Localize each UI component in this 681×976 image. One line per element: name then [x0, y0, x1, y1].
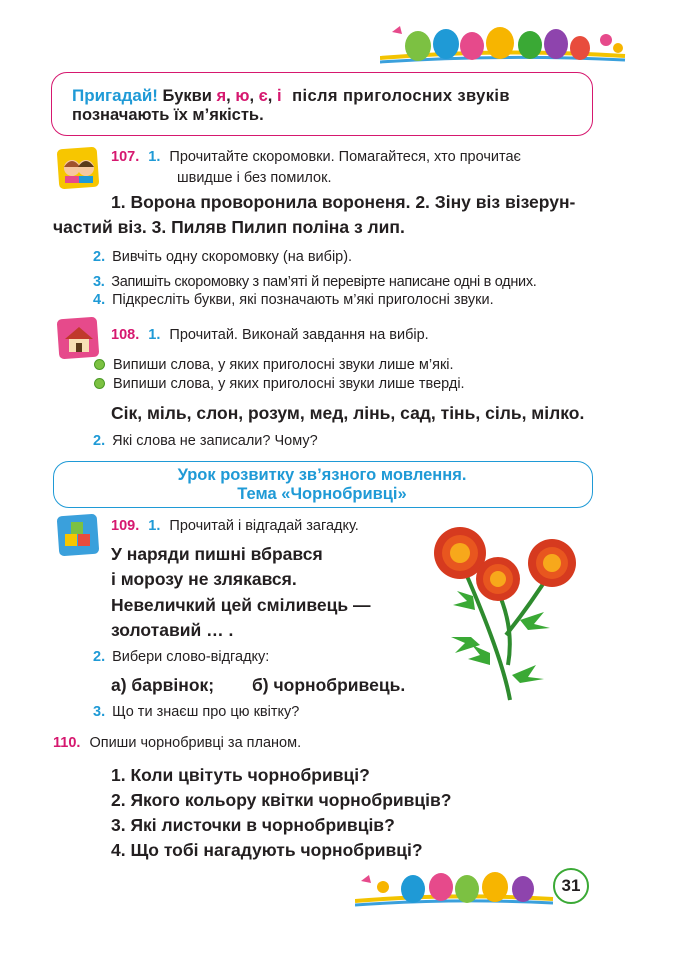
plan-item-1: 1. Коли цвітуть чорнобривці?: [111, 765, 370, 785]
plan-item-3: 3. Які листочки в чорнобривців?: [111, 815, 395, 835]
tongue-twister-line-2: частий віз. 3. Пиляв Пилип поліна з лип.: [53, 217, 405, 237]
remember-line-2: позначають їх м’якість.: [72, 106, 264, 124]
green-bullet-icon: [94, 378, 105, 389]
exercise-109-line: 109. 1. Прочитай і відгадай загадку.: [111, 518, 359, 534]
riddle-line-4: золотавий … .: [111, 620, 234, 640]
exercise-107-step-4: 4. Підкресліть букви, які позначають м’які приголосні звуки.: [93, 292, 494, 308]
exercise-107-line-2: швидше і без помилок.: [177, 170, 332, 186]
lesson-title-line-1: Урок розвитку зв’язного мовлення.: [177, 466, 467, 484]
pair-work-icon: [55, 145, 101, 191]
exercise-108-step-2: 2. Які слова не записали? Чому?: [93, 433, 318, 449]
plan-item-2: 2. Якого кольору квітки чорнобривців?: [111, 790, 452, 810]
answer-option-b: б) чорнобривець.: [252, 675, 406, 695]
easter-eggs-decoration-top: [380, 18, 630, 68]
page-number: 31: [553, 868, 589, 904]
riddle-line-3: Невеличкий цей сміливець —: [111, 595, 371, 615]
green-bullet-icon: [94, 359, 105, 370]
lesson-title-line-2: Тема «Чорнобривці»: [237, 485, 407, 503]
exercise-109-step-3: 3. Що ти знаєш про цю квітку?: [93, 704, 300, 720]
exercise-108-option-1: Випиши слова, у яких приголосні звуки лише м’які.: [94, 357, 454, 373]
answer-option-a: а) барвінок;: [111, 675, 215, 695]
exercise-107-step-3: 3. Запишіть скоромовку з пам’яті й перевірте написане одні в одних.: [93, 274, 537, 290]
home-task-icon: [55, 315, 101, 361]
exercise-108-line: 108. 1. Прочитай. Виконай завдання на вибір.: [111, 327, 429, 343]
easter-eggs-decoration-bottom: [355, 865, 555, 910]
exercise-107-line: 107. 1. Прочитайте скоромовки. Помагайтеся, хто прочитає: [111, 149, 521, 165]
riddle-line-2: і морозу не злякався.: [111, 569, 297, 589]
remember-title: Пригадай!: [72, 86, 158, 105]
riddle-line-1: У наряди пишні вбрався: [111, 544, 323, 564]
exercise-110-line: 110. Опиши чорнобривці за планом.: [53, 735, 302, 751]
marigold-flowers-illustration: [420, 515, 595, 705]
exercise-108-words: Сік, міль, слон, розум, мед, лінь, сад, тінь, сіль, мілко.: [111, 403, 585, 423]
exercise-108-option-2: Випиши слова, у яких приголосні звуки лише тверді.: [94, 376, 465, 392]
exercise-109-step-2: 2. Вибери слово-відгадку:: [93, 649, 270, 665]
exercise-107-step-2: 2. Вивчіть одну скоромовку (на вибір).: [93, 249, 353, 265]
blocks-task-icon: [55, 512, 101, 558]
tongue-twister-line-1: 1. Ворона проворонила вороненя. 2. Зіну віз візерун-: [111, 192, 576, 212]
remember-line-1: Пригадай! Букви я, ю, є, і після приголосних звуків: [72, 86, 510, 105]
plan-item-4: 4. Що тобі нагадують чорнобривці?: [111, 840, 423, 860]
